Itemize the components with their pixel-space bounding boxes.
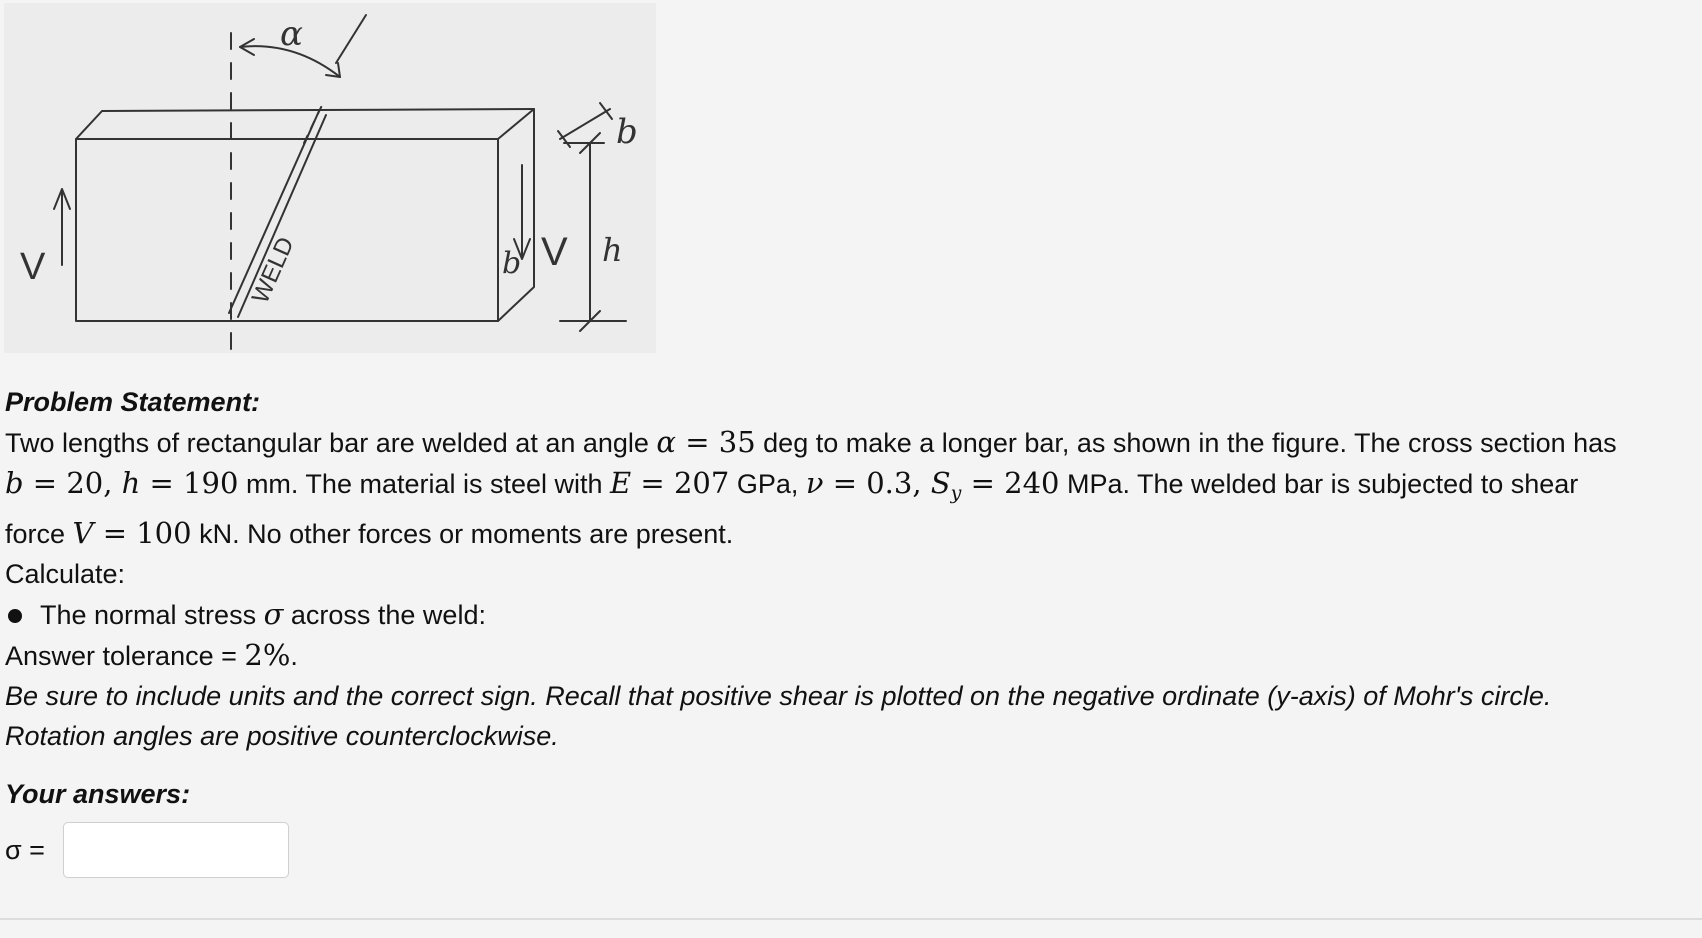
calculate-label: Calculate: (5, 559, 126, 589)
nu-symbol: ν (805, 466, 824, 500)
problem-content (5, 382, 1695, 878)
V-value: = 100 (93, 516, 192, 550)
bullet-item-normal-stress (5, 594, 1695, 635)
problem-heading: Problem Statement: (5, 387, 261, 417)
statement-text: force (5, 519, 73, 549)
alpha-symbol: α (656, 425, 677, 459)
statement-text: mm. The material is steel with (238, 469, 611, 499)
weld-extension-line (304, 101, 324, 143)
bar-front-face (76, 139, 498, 321)
welded-bar-sketch (4, 3, 656, 353)
Sy-value: = 240 (961, 466, 1060, 500)
bar-top-edge (76, 109, 534, 139)
E-symbol: E (610, 466, 632, 500)
V-symbol: V (72, 516, 94, 550)
statement-text: deg to make a longer bar, as shown in the figure. The cross section has (755, 428, 1617, 458)
shear-label-left: V (20, 246, 46, 288)
statement-text: GPa, (729, 469, 806, 499)
sigma-symbol: σ (263, 597, 284, 631)
statement-text: Two lengths of rectangular bar are welded at an angle (5, 428, 657, 458)
alpha-label: α (280, 14, 303, 54)
nu-value: = 0.3, (823, 466, 931, 500)
bar-side-face (498, 109, 534, 321)
Sy-symbol: S (930, 466, 951, 500)
alpha-value: = 35 (676, 425, 756, 459)
bottom-divider (0, 918, 1702, 920)
dimension-b-label: b (616, 112, 638, 152)
statement-text: kN. No other forces or moments are present. (191, 519, 734, 549)
answers-heading: Your answers: (5, 779, 191, 809)
tolerance-text: . (290, 641, 298, 671)
answer-tolerance (5, 635, 1695, 676)
angle-reference-line (336, 15, 366, 63)
tolerance-value: 2% (244, 638, 291, 672)
rotation-note: Rotation angles are positive counterclockwise. (5, 721, 559, 751)
bullet-icon (8, 609, 22, 623)
b-symbol: b (5, 466, 24, 500)
shear-label-right: V (541, 230, 568, 274)
Sy-subscript: y (950, 482, 962, 504)
side-b-label: b (502, 246, 522, 281)
problem-statement-line-2 (5, 463, 1695, 513)
dimension-h-label: h (602, 231, 623, 269)
answer-row-sigma (5, 822, 1695, 878)
sigma-answer-label: σ = (5, 835, 45, 865)
tolerance-text: Answer tolerance = (5, 641, 245, 671)
b-value: = 20, (23, 466, 122, 500)
E-value: = 207 (631, 466, 730, 500)
sigma-answer-input[interactable] (63, 822, 289, 878)
statement-text: MPa. The welded bar is subjected to shear (1059, 469, 1579, 499)
instruction-note: Be sure to include units and the correct sign. Recall that positive shear is plotted on the negative ordinate (y-axis) of Mohr's circle. (5, 681, 1552, 711)
bullet-text: across the weld: (283, 600, 486, 630)
problem-statement-line-3 (5, 513, 1695, 554)
dimension-b-line (560, 109, 610, 139)
problem-statement-line-1 (5, 422, 1695, 463)
h-value: = 190 (140, 466, 239, 500)
weld-label: WELD (246, 233, 300, 308)
bullet-text: The normal stress (40, 600, 264, 630)
h-symbol: h (121, 466, 141, 500)
problem-figure (4, 3, 656, 353)
